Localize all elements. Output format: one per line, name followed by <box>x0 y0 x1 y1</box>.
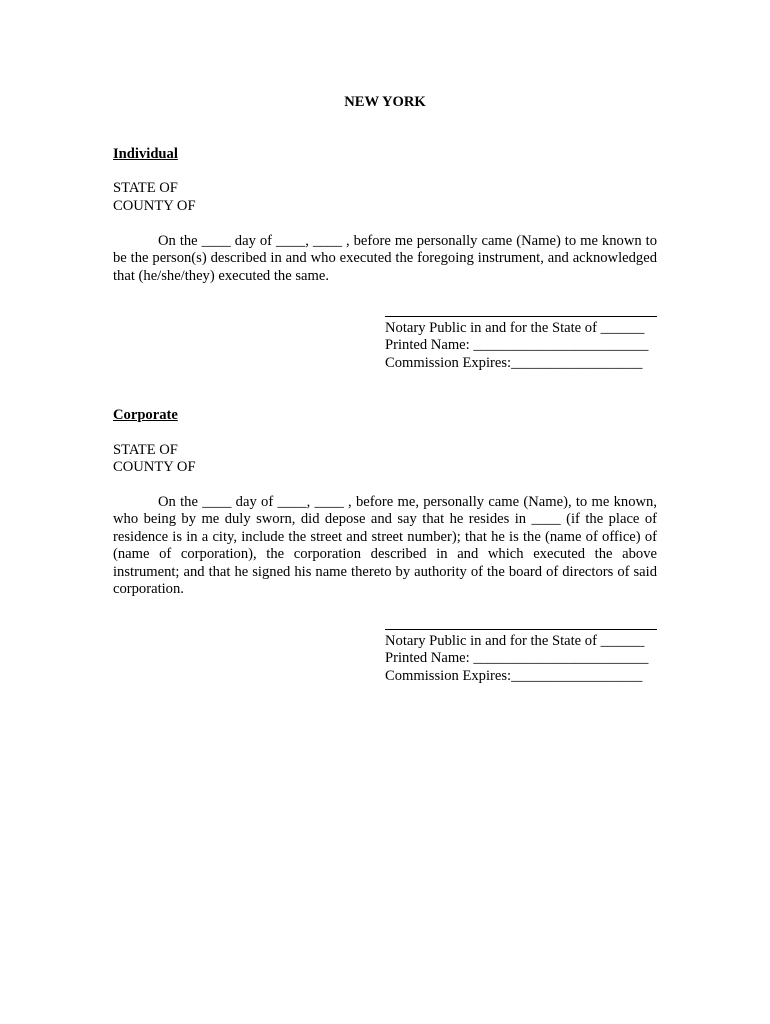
individual-county-label: COUNTY OF <box>113 198 196 214</box>
corporate-notary-line: Notary Public in and for the State of ______ <box>385 633 645 649</box>
individual-commission-line: Commission Expires:__________________ <box>385 355 643 371</box>
individual-heading: Individual <box>113 146 178 162</box>
corporate-heading: Corporate <box>113 407 178 423</box>
individual-notary-line: Notary Public in and for the State of ______ <box>385 320 645 336</box>
corporate-commission-line: Commission Expires:__________________ <box>385 668 643 684</box>
individual-printed-name-line: Printed Name: ________________________ <box>385 337 649 353</box>
corporate-state-label: STATE OF <box>113 442 178 458</box>
corporate-signature-line <box>385 629 657 630</box>
corporate-printed-name-line: Printed Name: ________________________ <box>385 650 649 666</box>
document-title: NEW YORK <box>344 94 426 110</box>
individual-state-label: STATE OF <box>113 180 178 196</box>
individual-signature-line <box>385 316 657 317</box>
corporate-county-label: COUNTY OF <box>113 459 196 475</box>
corporate-acknowledgment-paragraph: On the ____ day of ____, ____ , before me, personally came (Name), to me known, who being by me duly sworn, did depose and say that he resides in ____ (if the place of residence is in a city, include the street and street number); that he is the (name of office) of (name of corporation), the corporation described in and which executed the above instrument; and that he signed his name thereto by authority of the board of directors of said corporation. <box>113 494 657 598</box>
individual-acknowledgment-paragraph: On the ____ day of ____, ____ , before me personally came (Name) to me known to be the person(s) described in and who executed the foregoing instrument, and acknowledged that (he/she/they) executed the same. <box>113 233 657 284</box>
